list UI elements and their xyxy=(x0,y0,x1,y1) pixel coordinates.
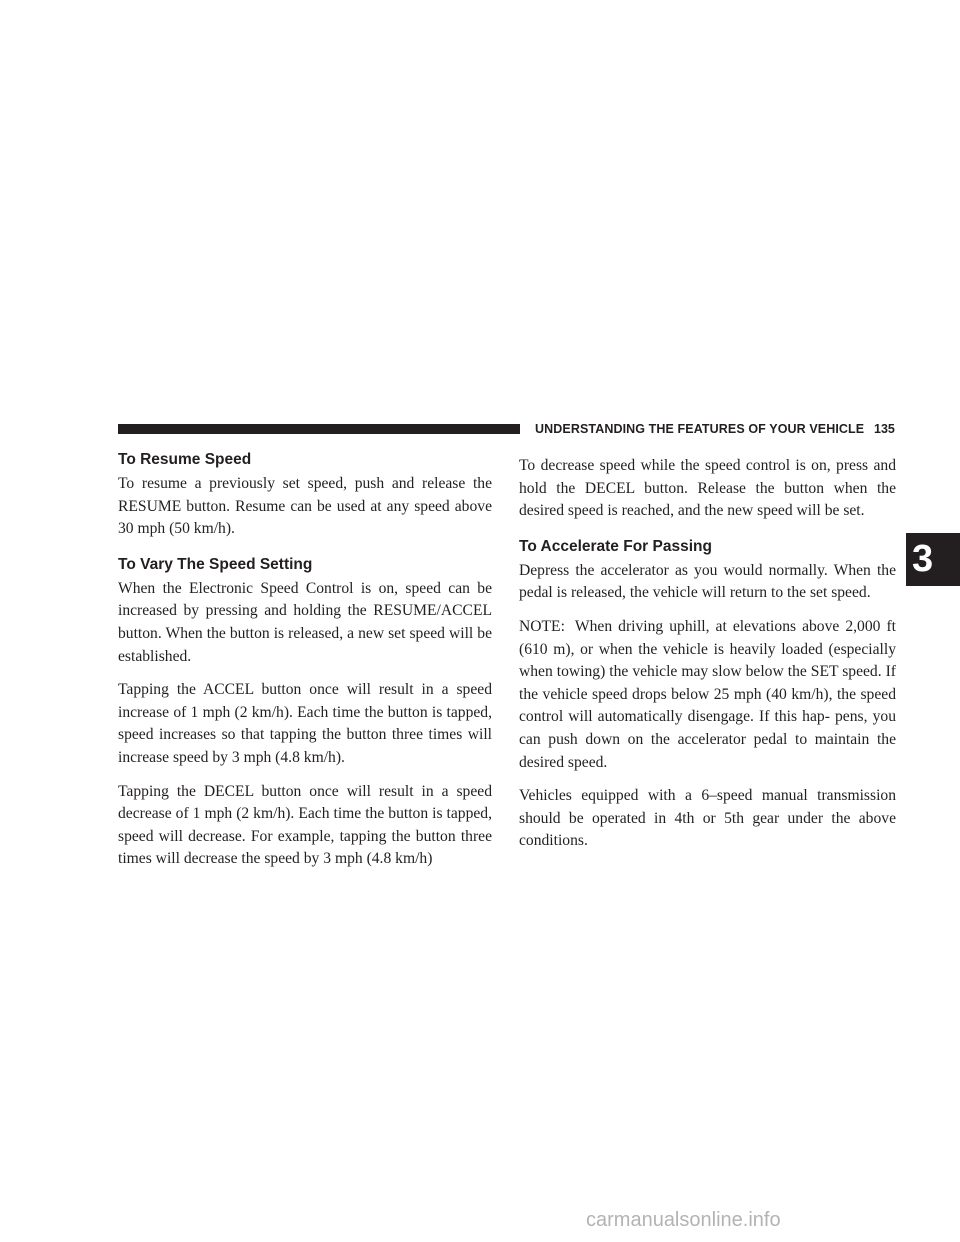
note-label: NOTE: xyxy=(519,617,565,635)
decrease-speed-paragraph: To decrease speed while the speed control is on, press and hold the DECEL button. Release the button when the desired speed is reached, and the new speed will be set. xyxy=(519,457,896,520)
accelerate-passing-paragraph: Depress the accelerator as you would normally. When the pedal is released, the vehicle will return to the set speed. xyxy=(519,561,896,602)
header-rule xyxy=(118,424,520,434)
note-paragraph xyxy=(519,616,896,774)
manual-transmission-paragraph: Vehicles equipped with a 6–speed manual transmission should be operated in 4th or 5th gear under the above conditions. xyxy=(519,787,896,850)
vary-speed-paragraph-3: Tapping the DECEL button once will result in a speed decrease of 1 mph (2 km/h). Each time the button is tapped, speed will decrease. For example, tapping the button three times will decrease the speed by 3 mph (4.8 km/h) xyxy=(118,782,492,868)
vary-speed-heading: To Vary The Speed Setting xyxy=(118,555,313,573)
note-text: When driving uphill, at elevations above 2,000 ft (610 m), or when the vehicle is heavily loaded (especially when towing) the vehicle may slow below the SET speed. If the vehicle speed drops below 25 mph (40 km/h), the speed control will automatically disengage. If this hap- pens, you can push down on the accelerator pedal to maintain the desired speed. xyxy=(519,617,896,771)
vary-speed-paragraph-1: When the Electronic Speed Control is on, speed can be increased by pressing and holding the RESUME/ACCEL button. When the button is released, a new set speed will be established. xyxy=(118,579,492,665)
left-column xyxy=(118,449,492,871)
section-title: UNDERSTANDING THE FEATURES OF YOUR VEHICLE xyxy=(535,422,865,436)
resume-speed-paragraph: To resume a previously set speed, push and release the RESUME button. Resume can be used at any speed above 30 mph (50 km/h). xyxy=(118,475,492,538)
page-number: 135 xyxy=(874,422,895,436)
chapter-tab: 3 xyxy=(906,533,960,586)
right-column xyxy=(519,455,896,853)
resume-speed-heading: To Resume Speed xyxy=(118,451,252,468)
watermark: carmanualsonline.info xyxy=(586,1209,781,1231)
vary-speed-paragraph-2: Tapping the ACCEL button once will result in a speed increase of 1 mph (2 km/h). Each time the button is tapped, speed increases so that tapping the button three times will increase speed by 3 mph (4.8 km/h). xyxy=(118,681,492,766)
accelerate-passing-heading: To Accelerate For Passing xyxy=(519,537,712,555)
